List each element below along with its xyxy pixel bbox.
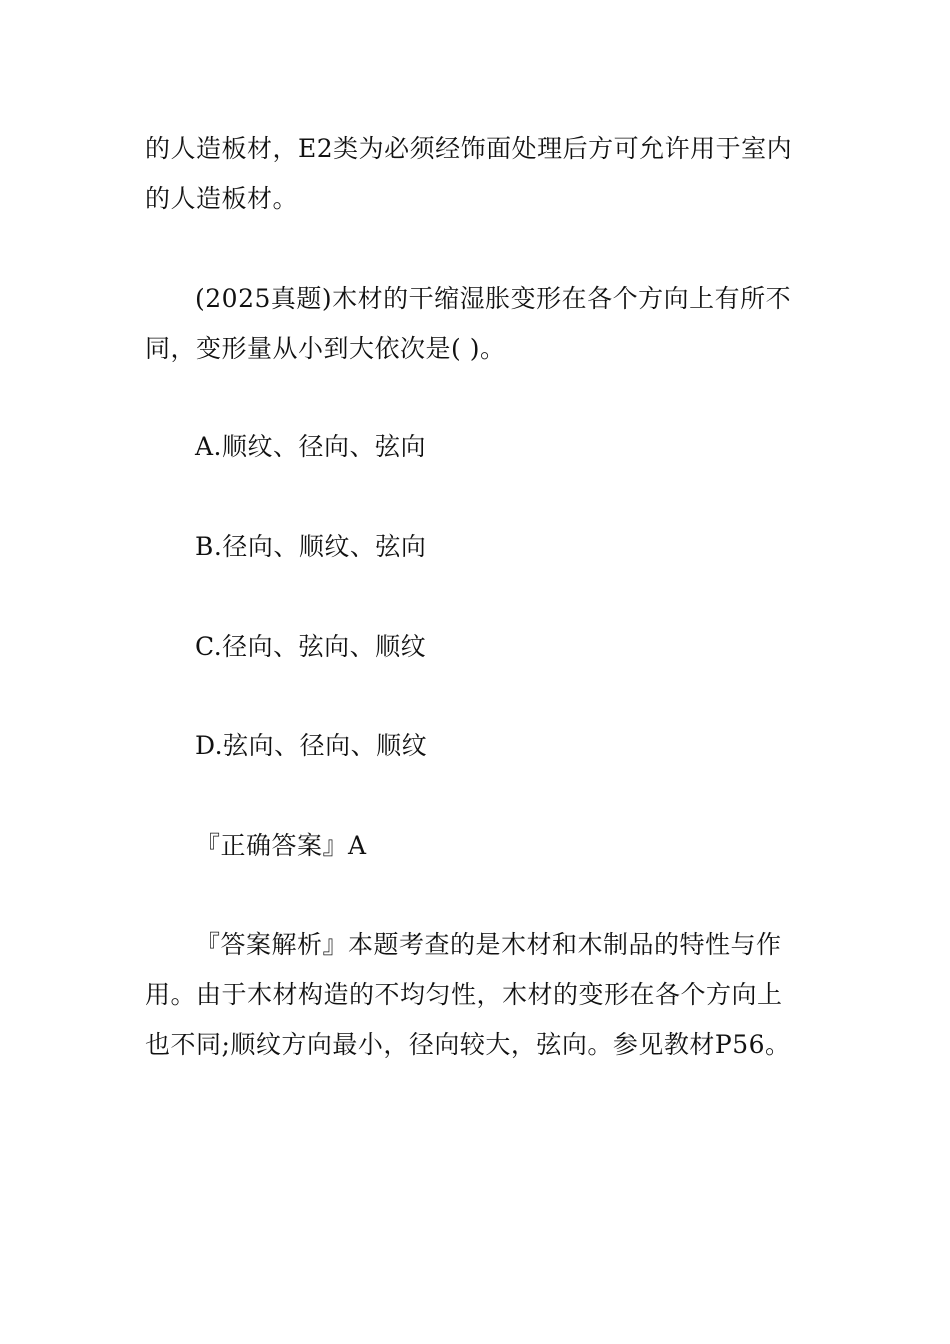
intro-text-line-1: 的人造板材，E2类为必须经饰面处理后方可允许用于室内 (145, 134, 793, 163)
correct-answer: 『正确答案』A (195, 831, 367, 860)
option-d: D.弦向、径向、顺纹 (195, 731, 428, 760)
option-c: C.径向、弦向、顺纹 (195, 632, 427, 661)
explanation-line-3: 也不同;顺纹方向最小，径向较大，弦向。参见教材P56。 (145, 1030, 791, 1059)
explanation-line-2: 用。由于木材构造的不均匀性，木材的变形在各个方向上 (145, 980, 783, 1009)
explanation-line-1: 『答案解析』本题考查的是木材和木制品的特性与作 (195, 930, 782, 959)
intro-text-line-2: 的人造板材。 (145, 184, 299, 213)
question-text-line-2: 同，变形量从小到大依次是( )。 (145, 334, 506, 363)
question-text-line-1: (2025真题)木材的干缩湿胀变形在各个方向上有所不 (195, 284, 792, 313)
option-a: A.顺纹、径向、弦向 (195, 432, 427, 461)
option-b: B.径向、顺纹、弦向 (195, 532, 427, 561)
